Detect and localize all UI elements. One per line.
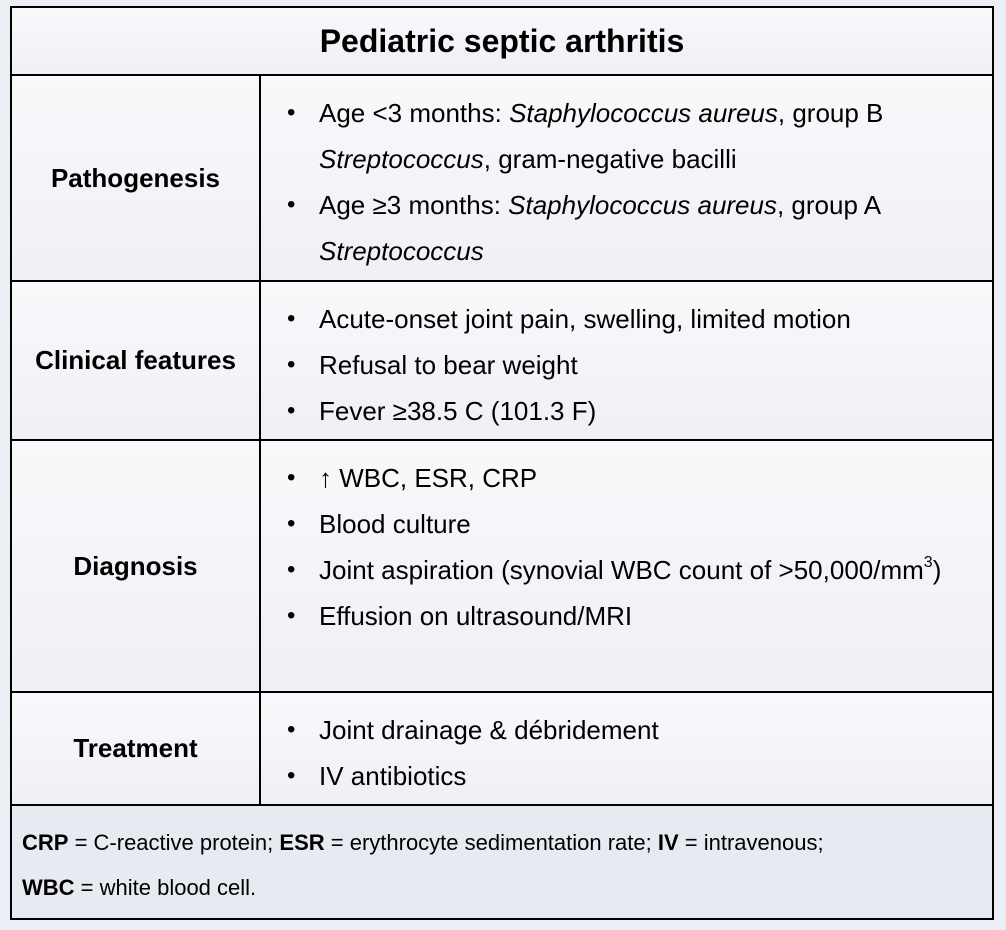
- abbreviations-footnote: CRP = C-reactive protein; ESR = erythrocyte sedimentation rate; IV = intravenous; WBC = white blood cell.: [12, 806, 992, 918]
- list-item: • Age <3 months: Staphylococcus aureus, group B Streptococcus, gram-negative bacilli: [287, 90, 952, 182]
- abbr-iv: IV: [657, 830, 679, 855]
- row-label-clinical-features: Clinical features: [12, 282, 261, 439]
- row-diagnosis: [12, 441, 992, 693]
- list-item: • Joint aspiration (synovial WBC count of $>50,000/mm^3$): [287, 547, 952, 593]
- row-pathogenesis: [12, 76, 992, 282]
- list-item: • Age ≥3 months: Staphylococcus aureus, group A Streptococcus: [287, 182, 952, 274]
- list-item: • Blood culture: [287, 501, 952, 547]
- table-title: Pediatric septic arthritis: [12, 8, 992, 76]
- row-label-pathogenesis: Pathogenesis: [12, 76, 261, 280]
- row-content-diagnosis: [261, 441, 992, 691]
- table: [10, 6, 994, 920]
- row-content-clinical-features: [261, 282, 992, 439]
- abbr-esr: ESR: [279, 830, 325, 855]
- list-item: • Acute-onset joint pain, swelling, limited motion: [287, 296, 952, 342]
- list-item: • Fever ≥38.5 C (101.3 F): [287, 388, 952, 434]
- row-content-treatment: [261, 693, 992, 804]
- row-treatment: [12, 693, 992, 806]
- row-label-treatment: Treatment: [12, 693, 261, 804]
- row-label-diagnosis: Diagnosis: [12, 441, 261, 691]
- list-item: • Effusion on ultrasound/MRI: [287, 593, 952, 639]
- row-clinical-features: [12, 282, 992, 441]
- list-item: • ↑ WBC, ESR, CRP: [287, 455, 952, 501]
- list-item: • Refusal to bear weight: [287, 342, 952, 388]
- row-content-pathogenesis: [261, 76, 992, 280]
- abbr-crp: CRP: [22, 830, 69, 855]
- abbr-wbc: WBC: [22, 875, 75, 900]
- list-item: • IV antibiotics: [287, 753, 952, 799]
- list-item: • Joint drainage & débridement: [287, 707, 952, 753]
